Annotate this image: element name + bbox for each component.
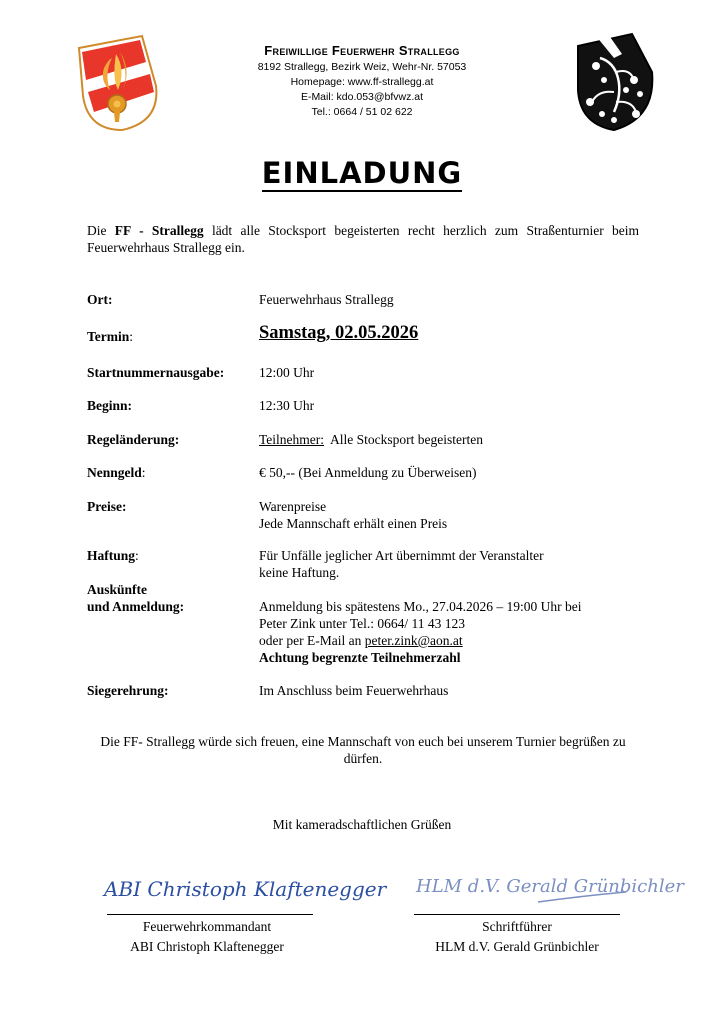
municipal-coat-of-arms (574, 32, 658, 132)
org-email: E-Mail: kdo.053@bfvwz.at (300, 91, 424, 103)
startnr-value: 12:00 Uhr (259, 365, 315, 380)
termin-colon: : (129, 329, 134, 344)
preise-line-2: Jede Mannschaft erhält einen Preis (259, 516, 448, 531)
startnr-label: Startnummernausgabe: (87, 365, 225, 380)
closing-paragraph: Die FF- Strallegg würde sich freuen, eine Mannschaft von euch bei unserem Turnier begrüßen zu dürfen. (100, 734, 626, 766)
nenngeld-colon: : (141, 465, 146, 480)
org-address: 8192 Strallegg, Bezirk Weiz, Wehr-Nr. 57053 (257, 61, 467, 73)
auskunft-line-4: Achtung begrenzte Teilnehmerzahl (259, 650, 461, 665)
nenngeld-label (87, 464, 146, 481)
signature-line-1 (107, 914, 313, 915)
sieger-value: Im Anschluss beim Feuerwehrhaus (259, 683, 449, 698)
auskunft-line-3 (259, 632, 463, 649)
nenngeld-value: € 50,-- (Bei Anmeldung zu Überweisen) (259, 465, 477, 480)
sieger-label: Siegerehrung: (87, 683, 169, 698)
intro-paragraph (87, 222, 639, 256)
regel-prefix: Teilnehmer: (259, 432, 325, 447)
signature-schriftfuehrer (412, 866, 684, 910)
signature-2-role: Schriftführer (482, 919, 552, 934)
auskunft-label-2: und Anmeldung: (87, 599, 185, 614)
haftung-label (87, 547, 139, 564)
signature-1-name: ABI Christoph Klaftenegger (130, 939, 284, 954)
termin-label (87, 328, 133, 345)
preise-line-1: Warenpreise (259, 499, 327, 514)
org-name: Freiwillige Feuerwehr Strallegg (264, 43, 460, 58)
signature-line-2 (414, 914, 620, 915)
nenngeld-label-text: Nenngeld (87, 465, 142, 480)
regel-label: Regeländerung: (87, 432, 180, 447)
auskunft-line-3-pre: oder per E-Mail an (259, 633, 365, 648)
termin-label-text: Termin (87, 329, 130, 344)
signature-kommandant-handwriting: ABI Christoph Klaftenegger (104, 877, 387, 901)
beginn-label: Beginn: (87, 398, 133, 413)
org-phone: Tel.: 0664 / 51 02 622 (311, 106, 413, 118)
page-title (0, 156, 724, 190)
greeting: Mit kameradschaftlichen Grüßen (272, 817, 452, 832)
intro-pre: Die (87, 223, 115, 238)
email-link[interactable]: peter.zink@aon.at (364, 633, 463, 648)
ort-value: Feuerwehrhaus Strallegg (259, 292, 394, 307)
ort-label: Ort: (87, 292, 113, 307)
org-homepage: Homepage: www.ff-strallegg.at (290, 76, 434, 88)
auskunft-label-1: Auskünfte (87, 582, 148, 597)
signature-kommandant (100, 868, 387, 912)
haftung-label-text: Haftung (87, 548, 136, 563)
regel-value (259, 431, 483, 448)
regel-text: Alle Stocksport begeisterten (324, 432, 483, 447)
signature-schriftfuehrer-handwriting: HLM d.V. Gerald Grünbichler (416, 876, 684, 897)
termin-value: Samstag, 02.05.2026 (259, 323, 419, 343)
haftung-colon: : (135, 548, 139, 563)
haftung-line-1: Für Unfälle jeglicher Art übernimmt der Veranstalter (259, 548, 544, 563)
auskunft-line-2: Peter Zink unter Tel.: 0664/ 11 43 123 (259, 616, 466, 631)
signature-1-role: Feuerwehrkommandant (142, 919, 272, 934)
beginn-value: 12:30 Uhr (259, 398, 315, 413)
page-title-text: EINLADUNG (261, 156, 463, 190)
preise-label: Preise: (87, 499, 127, 514)
intro-post: lädt alle Stocksport begeisterten recht herzlich zum Straßenturnier beim Feuerwehrhaus Strallegg ein. (87, 223, 639, 255)
auskunft-line-1: Anmeldung bis spätestens Mo., 27.04.2026 – 19:00 Uhr bei (259, 599, 582, 614)
intro-org: FF - Strallegg (114, 223, 204, 238)
signature-2-name: HLM d.V. Gerald Grünbichler (435, 939, 599, 954)
haftung-line-2: keine Haftung. (259, 565, 340, 580)
fire-brigade-emblem (74, 34, 160, 132)
